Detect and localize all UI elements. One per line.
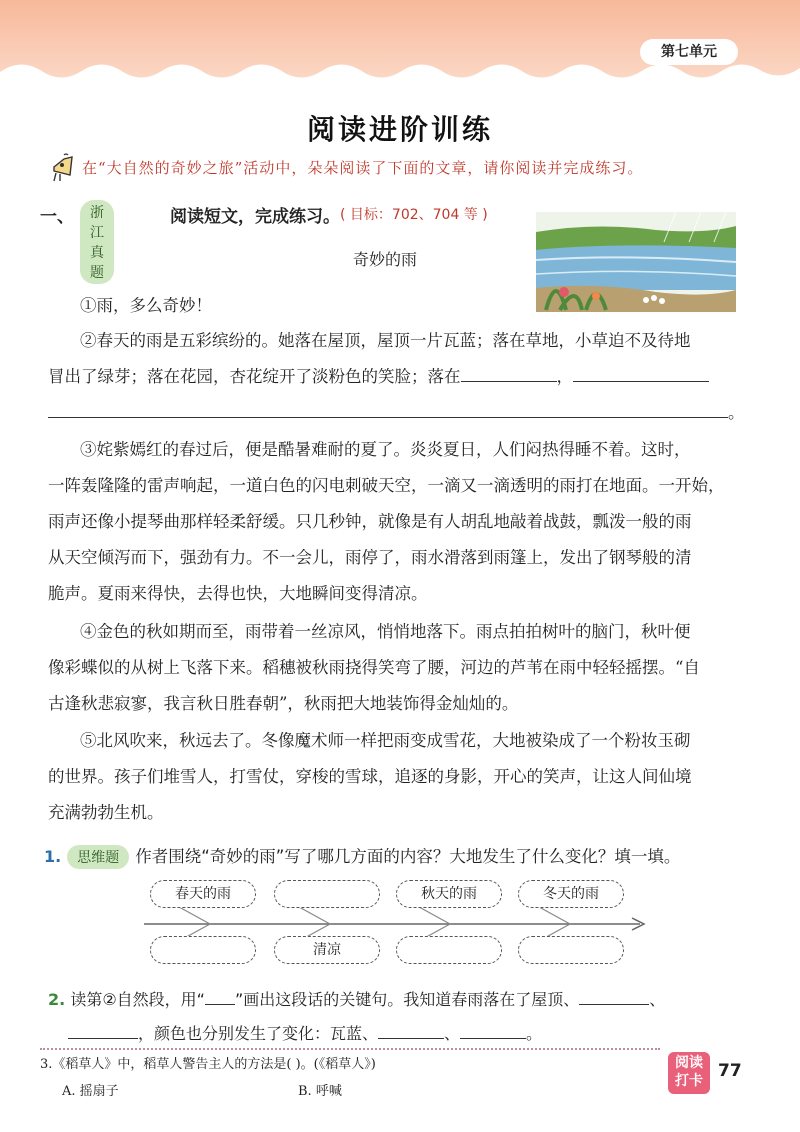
question-2-number: 2.	[48, 990, 66, 1009]
moon-icon	[492, 882, 510, 906]
paragraph-2	[48, 323, 745, 431]
diagram-box-winter: 冬天的雨	[518, 880, 624, 908]
paragraph-2-line-2	[48, 359, 740, 395]
moon-icon	[246, 882, 264, 906]
paragraph-3-line: ③姹紫嫣红的春过后，便是酷暑难耐的夏了。炎炎夏日，人们闷热得睡不着。这时，	[80, 440, 691, 459]
section-goal: ( 目标：702、704 等 )	[340, 207, 488, 223]
answer-blank[interactable]	[461, 363, 557, 382]
section-number: 一、	[40, 207, 74, 227]
moon-icon	[614, 882, 632, 906]
period: 。	[728, 403, 745, 422]
paragraph-5-line: 充满勃勃生机。	[48, 803, 164, 822]
intro-row	[50, 153, 770, 183]
badge-line-2: 打卡	[675, 1073, 703, 1089]
paragraph-4-line: 像彩蝶似的从树上飞落下来。稻穗被秋雨挠得笑弯了腰，河边的芦苇在雨中轻轻摇摆。“自	[48, 658, 700, 677]
badge-line-1: 阅读	[675, 1055, 703, 1071]
question-2-line-2	[68, 1020, 542, 1044]
moon-icon	[492, 938, 510, 962]
answer-blank[interactable]	[579, 986, 649, 1005]
page-number: 77	[718, 1061, 742, 1081]
reading-checkin-badge	[668, 1052, 710, 1094]
paragraph-3	[48, 432, 740, 612]
river-illustration	[536, 212, 736, 312]
paragraph-5-line: 的世界。孩子们堆雪人，打雪仗，穿梭的雪球，追逐的身影，开心的笑声，让这人间仙境	[48, 767, 692, 786]
intro-text: 在“大自然的奇妙之旅”活动中，朵朵阅读了下面的文章，请你阅读并完成练习。	[82, 159, 644, 177]
answer-blank[interactable]	[573, 363, 709, 382]
page-title: 阅读进阶训练	[306, 113, 493, 146]
paragraph-2-line-3	[48, 395, 745, 431]
question-2-text-c: ，颜色也分别发生了变化：瓦蓝、	[138, 1024, 379, 1043]
diagram-box-blank[interactable]	[518, 936, 624, 964]
answer-blank[interactable]	[205, 986, 235, 1005]
question-1-number: 1.	[44, 847, 62, 866]
diagram-box-autumn: 秋天的雨	[396, 880, 502, 908]
diagram-box-blank[interactable]	[274, 880, 380, 908]
diagram-box-blank[interactable]	[150, 936, 256, 964]
separator: 、	[444, 1024, 461, 1043]
answer-blank[interactable]	[378, 1020, 444, 1039]
question-1-tag: 思维题	[67, 845, 129, 869]
section-tag: 浙江真题	[80, 200, 114, 284]
comma: ，	[556, 367, 573, 386]
question-2-text-a: 读第②自然段，用“	[70, 990, 205, 1009]
option-b[interactable]: B. 呼喊	[298, 1084, 342, 1099]
paragraph-2-line-1: ②春天的雨是五彩缤纷的。她落在屋顶，屋顶一片瓦蓝；落在草地，小草迫不及待地	[80, 331, 691, 350]
horn-icon	[50, 153, 76, 183]
paragraph-5-line: ⑤北风吹来，秋远去了。冬像魔术师一样把雨变成雪花，大地被染成了一个粉妆玉砌	[80, 731, 691, 750]
question-2-line-1	[48, 986, 665, 1010]
question-3: 3.《稻草人》中，稻草人警告主人的方法是( )。(《稻草人》)	[40, 1057, 376, 1072]
option-a[interactable]: A. 摇扇子	[62, 1084, 119, 1099]
answer-blank[interactable]	[48, 399, 728, 418]
paragraph-1: ①雨，多么奇妙！	[80, 296, 212, 315]
answer-blank[interactable]	[68, 1020, 138, 1039]
divider	[40, 1048, 660, 1050]
moon-icon	[370, 938, 388, 962]
diagram-box-spring: 春天的雨	[150, 880, 256, 908]
answer-blank[interactable]	[460, 1020, 526, 1039]
period: 。	[526, 1024, 543, 1043]
section-title: 阅读短文，完成练习。	[170, 207, 340, 227]
question-1-text: 作者围绕“奇妙的雨”写了哪几方面的内容？大地发生了什么变化？填一填。	[135, 847, 681, 866]
paragraph-3-line: 一阵轰隆隆的雷声响起，一道白色的闪电刺破天空，一滴又一滴透明的雨打在地面。一开始，	[48, 476, 725, 495]
paragraph-4-line: 古逢秋悲寂寥，我言秋日胜春朝”，秋雨把大地装饰得金灿灿的。	[48, 694, 519, 713]
moon-icon	[614, 938, 632, 962]
fishbone-diagram	[140, 876, 660, 976]
paragraph-3-line: 脆声。夏雨来得快，去得也快，大地瞬间变得清凉。	[48, 584, 428, 603]
paragraph-5	[48, 723, 740, 831]
paragraph-4-line: ④金色的秋如期而至，雨带着一丝凉风，悄悄地落下。雨点拍拍树叶的脑门，秋叶便	[80, 622, 691, 641]
separator: 、	[649, 990, 666, 1009]
moon-icon	[246, 938, 264, 962]
unit-label: 第七单元	[640, 39, 738, 65]
paragraph-4	[48, 614, 740, 722]
question-2-text-b: ”画出这段话的关键句。我知道春雨落在了屋顶、	[234, 990, 580, 1009]
question-1	[44, 843, 774, 869]
paragraph-3-line: 从天空倾泻而下，强劲有力。不一会儿，雨停了，雨水滑落到雨篷上，发出了钢琴般的清	[48, 548, 692, 567]
diagram-box-cool: 清凉	[274, 936, 380, 964]
passage-title: 奇妙的雨	[352, 250, 417, 269]
diagram-box-blank[interactable]	[396, 936, 502, 964]
paragraph-3-line: 雨声还像小提琴曲那样轻柔舒缓。只几秒钟，就像是有人胡乱地敲着战鼓，瓢泼一般的雨	[48, 512, 692, 531]
paragraph-2-line-2-text: 冒出了绿芽；落在花园，杏花绽开了淡粉色的笑脸；落在	[48, 367, 461, 386]
moon-icon	[370, 882, 388, 906]
